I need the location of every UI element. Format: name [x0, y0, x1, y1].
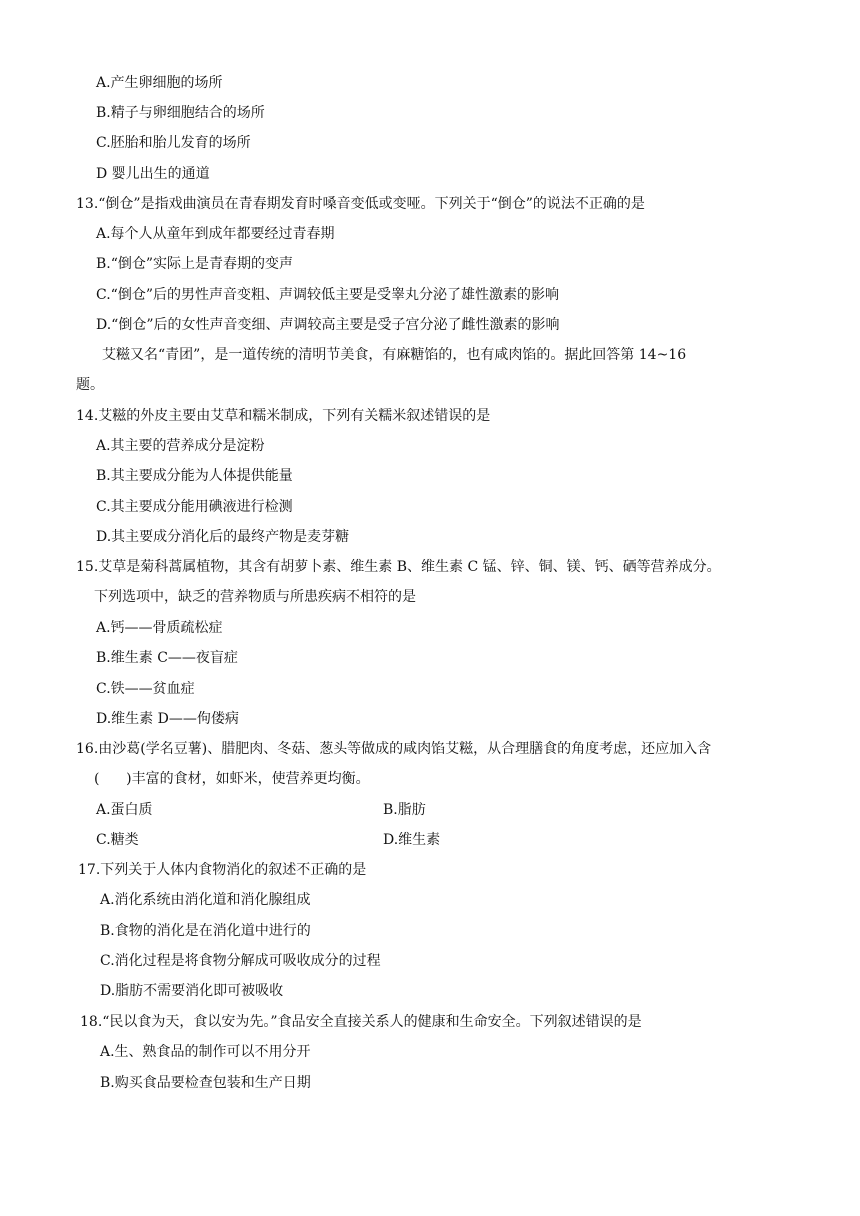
- q17-option-a: A.消化系统由消化道和消化腺组成: [100, 892, 311, 908]
- q13-option-d: D.“倒仓”后的女性声音变细、声调较高主要是受子宫分泌了雌性激素的影响: [96, 317, 560, 333]
- question-18: 18.“民以食为天，食以安为先。”食品安全直接关系人的健康和生命安全。下列叙述错误的是: [80, 1014, 642, 1030]
- q18-option-a: A.生、熟食品的制作可以不用分开: [100, 1044, 311, 1060]
- q17-option-b: B.食物的消化是在消化道中进行的: [100, 923, 311, 939]
- passage-intro-cont: 题。: [76, 377, 104, 393]
- q14-option-a: A.其主要的营养成分是淀粉: [96, 438, 265, 454]
- q15-option-d: D.维生素 D——佝偻病: [96, 711, 239, 727]
- question-13: 13.“倒仓”是指戏曲演员在青春期发育时嗓音变低或变哑。下列关于“倒仓”的说法不正确的是: [76, 196, 645, 212]
- q15-option-a: A.钙——骨质疏松症: [96, 620, 223, 636]
- q15-option-c: C.铁——贫血症: [96, 681, 195, 697]
- q16-option-d: D.维生素: [383, 832, 441, 848]
- q18-option-b: B.购买食品要检查包装和生产日期: [100, 1075, 311, 1091]
- passage-intro: 艾糍又名“青团”，是一道传统的清明节美食，有麻糖馅的，也有咸肉馅的。据此回答第 14~16: [102, 347, 687, 363]
- q14-option-c: C.其主要成分能用碘液进行检测: [96, 499, 293, 515]
- q15-option-b: B.维生素 C——夜盲症: [96, 650, 238, 666]
- q12-option-b: B.精子与卵细胞结合的场所: [96, 105, 265, 121]
- question-16-cont: ( )丰富的食材，如虾米，使营养更均衡。: [94, 771, 370, 787]
- q17-option-c: C.消化过程是将食物分解成可吸收成分的过程: [100, 953, 381, 969]
- q13-option-b: B.“倒仓”实际上是青春期的变声: [96, 256, 294, 272]
- q13-option-c: C.“倒仓”后的男性声音变粗、声调较低主要是受睾丸分泌了雄性激素的影响: [96, 287, 559, 303]
- question-15: 15.艾草是菊科蒿属植物，其含有胡萝卜素、维生素 B、维生素 C 锰、锌、铜、镁、钙、硒等营养成分。: [76, 559, 721, 575]
- q12-option-a: A.产生卵细胞的场所: [96, 75, 223, 91]
- q14-option-d: D.其主要成分消化后的最终产物是麦芽糖: [96, 529, 350, 545]
- q12-option-c: C.胚胎和胎儿发育的场所: [96, 135, 251, 151]
- q12-option-d: D 婴儿出生的通道: [96, 166, 210, 182]
- q13-option-a: A.每个人从童年到成年都要经过青春期: [96, 226, 335, 242]
- question-17: 17.下列关于人体内食物消化的叙述不正确的是: [78, 862, 367, 878]
- q16-option-b: B.脂肪: [383, 802, 426, 818]
- q14-option-b: B.其主要成分能为人体提供能量: [96, 468, 293, 484]
- q17-option-d: D.脂肪不需要消化即可被吸收: [100, 983, 284, 999]
- question-16: 16.由沙葛(学名豆薯)、腊肥肉、冬菇、葱头等做成的咸肉馅艾糍，从合理膳食的角度考虑，还应加入含: [76, 741, 712, 757]
- q16-option-c: C.糖类: [96, 832, 139, 848]
- question-15-cont: 下列选项中，缺乏的营养物质与所患疾病不相符的是: [94, 589, 416, 605]
- q16-option-a: A.蛋白质: [96, 802, 153, 818]
- question-14: 14.艾糍的外皮主要由艾草和糯米制成，下列有关糯米叙述错误的是: [76, 408, 491, 424]
